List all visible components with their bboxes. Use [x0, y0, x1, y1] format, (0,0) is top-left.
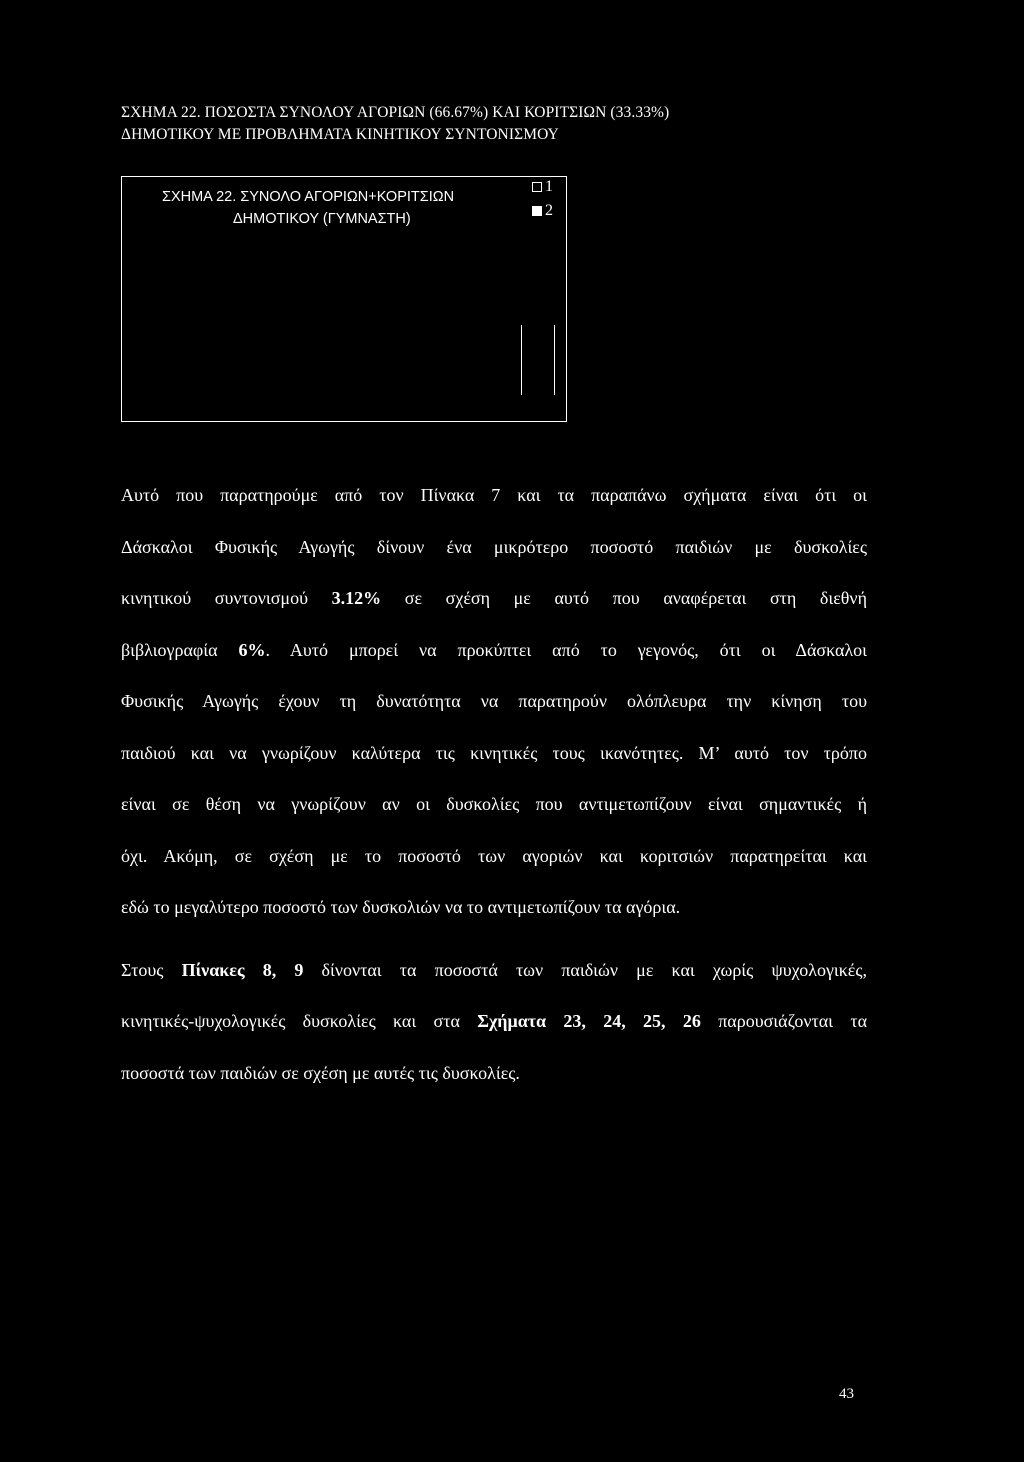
text-line: κινητικού συντονισμού 3.12% σε σχέση με αυτό που αναφέρεται στη διεθνή: [121, 588, 867, 608]
text-line: εδώ το μεγαλύτερο ποσοστό των δυσκολιών να το αντιμετωπίζουν τα αγόρια.: [121, 897, 681, 917]
text-line: όχι. Ακόμη, σε σχέση με το ποσοστό των αγοριών και κοριτσιών παρατηρείται και: [121, 845, 867, 866]
legend-label-1: 1: [545, 178, 553, 195]
chart-title-line-2: ΔΗΜΟΤΙΚΟΥ (ΓΥΜΝΑΣΤΗ): [233, 211, 411, 227]
paragraph-1: [121, 470, 867, 934]
text-line: Αυτό που παρατηρούμε από τον Πίνακα 7 και τα παραπάνω σχήματα είναι ότι οι: [121, 485, 867, 505]
caption-line-1: ΣΧΗΜΑ 22. ΠΟΣΟΣΤΑ ΣΥΝΟΛΟΥ ΑΓΟΡΙΩΝ (66.67%) ΚΑΙ ΚΟΡΙΤΣΙΩΝ (33.33%): [121, 104, 670, 121]
text-line: Στους Πίνακες 8, 9 δίνονται τα ποσοστά των παιδιών με και χωρίς ψυχολογικές,: [121, 959, 867, 980]
text-line: είναι σε θέση να γνωρίζουν αν οι δυσκολίες που αντιμετωπίζουν είναι σημαντικές ή: [121, 794, 867, 814]
legend-swatch-empty-icon: [532, 182, 542, 192]
chart-title-line-1: ΣΧΗΜΑ 22. ΣΥΝΟΛΟ ΑΓΟΡΙΩΝ+ΚΟΡΙΤΣΙΩΝ: [162, 189, 455, 205]
text-line: ποσοστά των παιδιών σε σχέση με αυτές τις δυσκολίες.: [121, 1062, 520, 1083]
chart-legend: [521, 325, 555, 395]
text-line: Δάσκαλοι Φυσικής Αγωγής δίνουν ένα μικρότερο ποσοστό παιδιών με δυσκολίες: [121, 536, 867, 557]
chart-frame: [121, 176, 567, 422]
chart-title: [122, 186, 566, 230]
legend-label-2: 2: [545, 202, 553, 219]
text-line: βιβλιογραφία 6%. Αυτό μπορεί να προκύπτει από το γεγονός, ότι οι Δάσκαλοι: [121, 639, 868, 660]
figure-caption: [121, 102, 921, 146]
body-text: [121, 470, 867, 1099]
caption-line-2: ΔΗΜΟΤΙΚΟΥ ΜΕ ΠΡΟΒΛΗΜΑΤΑ ΚΙΝΗΤΙΚΟΥ ΣΥΝΤΟΝΙΣΜΟΥ: [121, 126, 559, 143]
paragraph-2: [121, 945, 867, 1100]
text-line: Φυσικής Αγωγής έχουν τη δυνατότητα να παρατηρούν ολόπλευρα την κίνηση του: [121, 691, 867, 711]
legend-swatch-filled-icon: [532, 206, 542, 216]
page-number: 43: [839, 1386, 854, 1402]
legend-item-2: [532, 203, 553, 219]
legend-item-1: [532, 179, 553, 195]
text-line: κινητικές-ψυχολογικές δυσκολίες και στα Σχήματα 23, 24, 25, 26 παρουσιάζονται τα: [121, 1011, 867, 1031]
text-line: παιδιού και να γνωρίζουν καλύτερα τις κινητικές τους ικανότητες. Μ’ αυτό τον τρόπο: [121, 742, 867, 763]
